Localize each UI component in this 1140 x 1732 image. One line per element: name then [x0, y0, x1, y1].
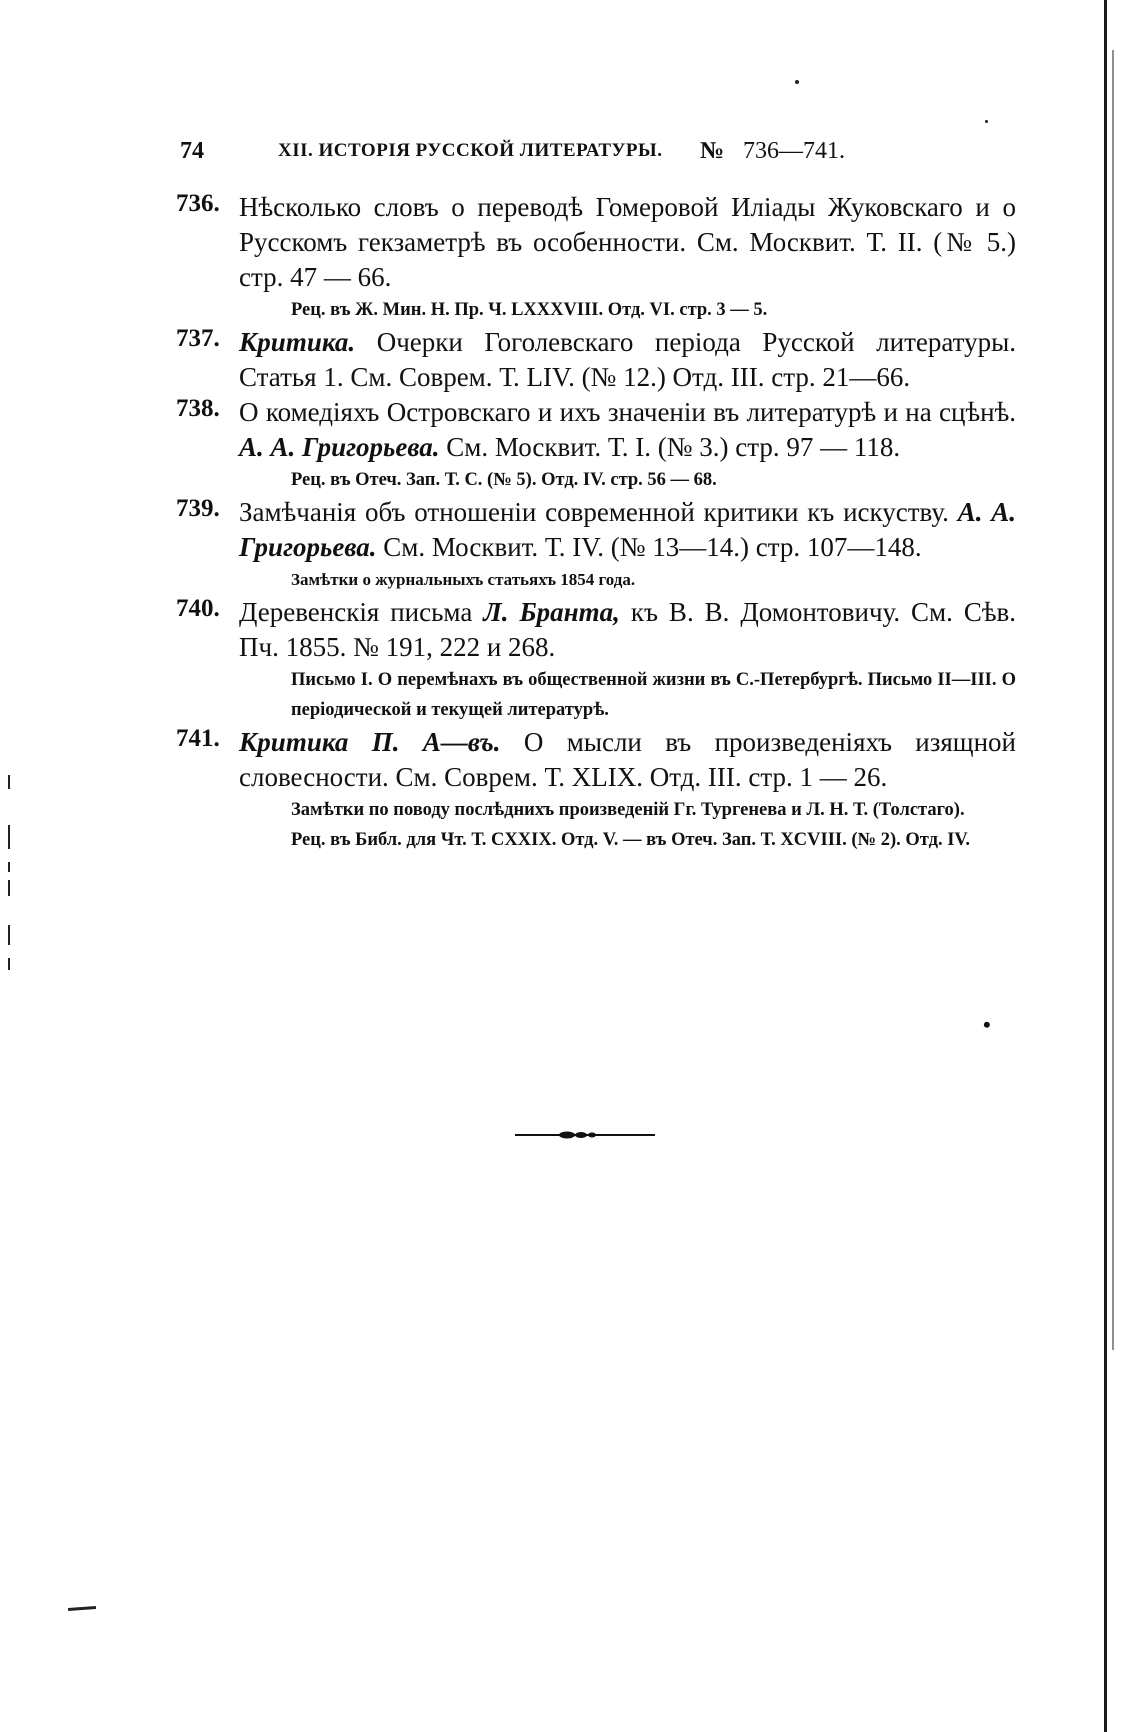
- entry-number: 739.: [176, 495, 220, 522]
- header-title: XII. ИСТОРІЯ РУССКОЙ ЛИТЕРАТУРЫ.: [278, 140, 663, 161]
- entry-number: 736.: [176, 190, 220, 217]
- scan-margin-mark: [8, 958, 10, 970]
- entry-738: [176, 395, 1016, 495]
- entry-note: Рец. въ Библ. для Чт. Т. CXXIX. Отд. V. — въ Отеч. Зап. Т. XCVIII. (№ 2). Отд. IV.: [291, 830, 971, 850]
- entry-741: [176, 725, 1016, 855]
- entry-736: [176, 190, 1016, 325]
- scan-speck: [985, 120, 988, 123]
- scan-edge-line-secondary: [1112, 50, 1114, 1350]
- scan-ink-mark: •: [983, 1012, 991, 1037]
- number-sign: №: [700, 138, 725, 164]
- entry-note: Замѣтки о журнальныхъ статьяхъ 1854 года.: [291, 570, 636, 589]
- entry-note: Рец. въ Ж. Мин. Н. Пр. Ч. LXXXVIII. Отд. VI. стр. 3 — 5.: [291, 300, 768, 320]
- bibliography-entries: [176, 190, 1016, 855]
- scan-margin-mark: [8, 775, 10, 789]
- entry-note: Замѣтки по поводу послѣднихъ произведеній Гг. Тургенева и Л. Н. Т. (Толстаго).: [291, 800, 965, 820]
- end-ornament-rule: [515, 1131, 655, 1139]
- entry-text: Критика П. А—въ. О мысли въ произведеніяхъ изящной словесности. См. Соврем. Т. XLIX. Отд. III. стр. 1 — 26.: [239, 727, 1016, 792]
- entry-note: Письмо I. О перемѣнахъ въ общественной жизни въ С.-Петербургѣ. Письмо II—III. О періодической и текущей литературѣ.: [291, 670, 1016, 720]
- scan-edge-line: [1104, 0, 1107, 1732]
- entry-author: Критика.: [239, 327, 356, 357]
- entry-author: Критика П. А—въ.: [239, 727, 501, 757]
- entry-text: О комедіяхъ Островскаго и ихъ значеніи въ литературѣ и на сцѣнѣ. А. А. Григорьева. См. Москвит. Т. I. (№ 3.) стр. 97 — 118.: [239, 397, 1016, 462]
- entry-author: Л. Бранта,: [483, 597, 620, 627]
- entry-author: А. А. Григорьева.: [239, 497, 1017, 562]
- entry-text: Критика. Очерки Гоголевскаго періода Русской литературы. Статья 1. См. Соврем. Т. LIV. (№ 12.) Отд. III. стр. 21—66.: [239, 327, 1016, 392]
- scan-margin-mark: [8, 862, 10, 872]
- entry-author: А. А. Григорьева.: [239, 432, 440, 462]
- entry-number: 738.: [176, 395, 220, 422]
- scan-speck: [795, 80, 799, 84]
- entry-text: Деревенскія письма Л. Бранта, къ В. В. Домонтовичу. См. Сѣв. Пч. 1855. № 191, 222 и 268.: [239, 597, 1017, 662]
- entry-737: [176, 325, 1016, 395]
- entry-number: 741.: [176, 725, 220, 752]
- entry-739: [176, 495, 1016, 595]
- entry-number: 737.: [176, 325, 220, 352]
- scan-margin-mark: [8, 825, 10, 849]
- header-range: 736—741.: [743, 138, 845, 164]
- running-header: [180, 138, 940, 178]
- entry-note: Рец. въ Отеч. Зап. Т. С. (№ 5). Отд. IV. стр. 56 — 68.: [291, 470, 717, 490]
- entry-740: [176, 595, 1016, 725]
- scan-margin-mark: [8, 925, 10, 945]
- entry-text: Замѣчанія объ отношеніи современной критики къ искуству. А. А. Григорьева. См. Москвит. Т. IV. (№ 13—14.) стр. 107—148.: [239, 497, 1017, 562]
- scan-margin-dash: [68, 1606, 96, 1611]
- entry-number: 740.: [176, 595, 220, 622]
- page-number: 74: [180, 138, 204, 164]
- scan-margin-mark: [8, 880, 10, 896]
- entry-text: Нѣсколько словъ о переводѣ Гомеровой Иліады Жуковскаго и о Русскомъ гекзаметрѣ въ особенности. См. Москвит. Т. II. (№ 5.) стр. 47 — 66.: [239, 192, 1016, 292]
